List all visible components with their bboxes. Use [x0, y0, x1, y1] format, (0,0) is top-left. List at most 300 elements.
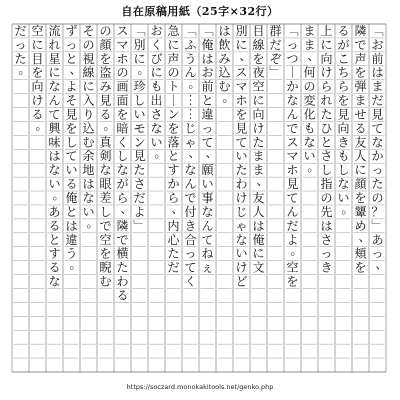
- manuscript-char: 。: [290, 243, 303, 258]
- manuscript-column: [31, 23, 47, 132]
- manuscript-char: て: [184, 260, 197, 275]
- manuscript-column: [150, 24, 166, 160]
- manuscript-char: ト: [167, 79, 180, 94]
- manuscript-char: 星: [48, 51, 61, 66]
- manuscript-char: 向: [320, 51, 333, 66]
- manuscript-char: ん: [201, 218, 214, 233]
- manuscript-char: だ: [133, 191, 146, 205]
- manuscript-char: っ: [371, 246, 384, 261]
- manuscript-char: ス: [286, 135, 299, 150]
- manuscript-char: に: [252, 93, 265, 108]
- manuscript-char: に: [31, 37, 44, 52]
- manuscript-char: 俺: [201, 37, 214, 52]
- footer-url: https://soczard.monokakitools.net/genko.php: [126, 383, 274, 391]
- manuscript-char: と: [65, 204, 78, 219]
- manuscript-char: て: [286, 191, 299, 205]
- manuscript-char: 見: [133, 149, 146, 164]
- manuscript-char: ぞ: [269, 51, 282, 66]
- manuscript-char: 見: [99, 93, 112, 108]
- manuscript-char: ら: [337, 79, 350, 94]
- manuscript-char: っ: [371, 163, 384, 178]
- manuscript-char: ﹁: [184, 23, 197, 38]
- manuscript-char: う: [184, 51, 197, 66]
- manuscript-char: は: [48, 149, 61, 164]
- manuscript-char: な: [337, 177, 350, 192]
- manuscript-char: で: [184, 191, 197, 205]
- manuscript-char: び: [150, 51, 163, 66]
- manuscript-char: を: [354, 191, 367, 205]
- manuscript-column: [337, 24, 353, 216]
- manuscript-char: る: [65, 177, 78, 192]
- manuscript-char: 空: [31, 23, 44, 38]
- manuscript-char: け: [235, 191, 248, 205]
- manuscript-char: 向: [252, 107, 265, 122]
- manuscript-char: ま: [303, 23, 316, 38]
- manuscript-char: わ: [235, 177, 248, 192]
- manuscript-char: た: [14, 51, 27, 66]
- manuscript-column: [99, 24, 115, 289]
- manuscript-char: で: [116, 232, 129, 247]
- manuscript-column: [82, 24, 98, 230]
- manuscript-column: [167, 23, 183, 275]
- manuscript-char: 心: [167, 232, 180, 247]
- manuscript-char: 珍: [133, 79, 146, 94]
- manuscript-char: い: [48, 177, 61, 192]
- manuscript-char: 剣: [99, 149, 112, 164]
- manuscript-char: な: [286, 93, 299, 108]
- manuscript-char: 俺: [252, 232, 265, 247]
- manuscript-char: 見: [286, 177, 299, 192]
- manuscript-char: ︙: [184, 93, 197, 108]
- manuscript-char: 眼: [99, 177, 112, 192]
- manuscript-char: 盗: [99, 65, 112, 80]
- manuscript-char: 。: [307, 160, 320, 175]
- manuscript-char: か: [371, 149, 384, 164]
- manuscript-char: た: [371, 177, 384, 192]
- manuscript-char: を: [167, 121, 180, 136]
- manuscript-char: ひ: [320, 121, 333, 136]
- manuscript-char: は: [218, 23, 231, 38]
- manuscript-char: る: [354, 121, 367, 136]
- manuscript-char: 線: [252, 37, 265, 52]
- manuscript-char: を: [286, 274, 299, 289]
- manuscript-char: 頬: [354, 246, 367, 261]
- manuscript-char: つ: [286, 51, 299, 66]
- manuscript-char: て: [48, 107, 61, 122]
- manuscript-char: 空: [99, 232, 112, 247]
- manuscript-char: ｜: [167, 93, 180, 108]
- manuscript-column: [371, 24, 387, 272]
- manuscript-char: に: [150, 65, 163, 80]
- manuscript-char: り: [82, 107, 95, 122]
- manuscript-column: [354, 23, 370, 275]
- manuscript-char: 。: [86, 215, 99, 230]
- manuscript-char: ス: [116, 23, 129, 38]
- manuscript-char: 、: [171, 201, 184, 216]
- manuscript-char: 化: [303, 107, 316, 122]
- manuscript-char: を: [354, 65, 367, 80]
- manuscript-char: じ: [184, 121, 197, 136]
- manuscript-char: み: [218, 51, 231, 66]
- manuscript-char: 、: [256, 174, 269, 189]
- manuscript-char: な: [184, 163, 197, 178]
- manuscript-char: き: [337, 135, 350, 150]
- manuscript-char: 。: [154, 146, 167, 161]
- manuscript-char: 顔: [354, 177, 367, 192]
- manuscript-char: 落: [167, 135, 180, 150]
- manuscript-char: た: [320, 107, 333, 122]
- manuscript-char: 別: [133, 37, 146, 52]
- manuscript-char: ま: [371, 79, 384, 94]
- manuscript-char: は: [201, 51, 214, 66]
- manuscript-char: て: [65, 149, 78, 164]
- manuscript-char: そ: [82, 23, 95, 38]
- manuscript-char: っ: [14, 37, 27, 52]
- manuscript-char: に: [320, 37, 333, 52]
- manuscript-char: を: [99, 246, 112, 261]
- manuscript-char: 出: [150, 93, 163, 108]
- manuscript-column: [65, 24, 81, 272]
- manuscript-char: 。: [35, 118, 48, 133]
- manuscript-char: ぇ: [201, 260, 214, 275]
- manuscript-char: 地: [82, 163, 95, 178]
- manuscript-char: 、: [188, 146, 201, 161]
- manuscript-char: 別: [235, 23, 248, 38]
- manuscript-column: [14, 24, 30, 77]
- manuscript-char: に: [82, 79, 95, 94]
- manuscript-char: な: [201, 204, 214, 219]
- manuscript-char: ｜: [286, 65, 299, 80]
- manuscript-char: か: [167, 177, 180, 192]
- manuscript-char: な: [303, 135, 316, 150]
- manuscript-char: は: [371, 65, 384, 80]
- manuscript-char: 指: [320, 177, 333, 192]
- manuscript-char: 隣: [116, 218, 129, 233]
- manuscript-char: マ: [286, 149, 299, 164]
- manuscript-char: っ: [184, 246, 197, 261]
- manuscript-char: ﹂: [269, 65, 282, 80]
- manuscript-char: は: [65, 218, 78, 233]
- manuscript-char: 見: [65, 107, 78, 122]
- manuscript-char: ね: [201, 246, 214, 261]
- manuscript-char: ホ: [235, 93, 248, 108]
- manuscript-char: と: [320, 135, 333, 150]
- manuscript-char: 流: [48, 23, 61, 38]
- manuscript-column: [320, 23, 332, 275]
- manuscript-char: わ: [116, 274, 129, 289]
- sheet-title: 自在原稿用紙（25字×32行）: [121, 5, 279, 18]
- manuscript-char: が: [116, 177, 129, 192]
- manuscript-char: 真: [99, 135, 112, 150]
- manuscript-char: っ: [286, 37, 299, 52]
- manuscript-char: ら: [320, 79, 333, 94]
- manuscript-char: け: [31, 93, 44, 108]
- manuscript-column: [116, 24, 132, 302]
- manuscript-char: な: [82, 191, 95, 205]
- manuscript-char: 声: [354, 51, 367, 66]
- manuscript-char: っ: [201, 121, 214, 136]
- manuscript-char: れ: [320, 93, 333, 108]
- manuscript-char: ﹂: [371, 218, 384, 233]
- manuscript-char: 変: [303, 93, 316, 108]
- manuscript-char: ん: [286, 107, 299, 122]
- manuscript-char: 。: [222, 90, 235, 105]
- manuscript-char: い: [150, 135, 163, 150]
- manuscript-char: 。: [18, 62, 31, 77]
- manuscript-char: ら: [167, 191, 180, 205]
- manuscript-char: の: [116, 65, 129, 80]
- manuscript-char: 顔: [99, 37, 112, 52]
- manuscript-char: を: [31, 65, 44, 80]
- manuscript-char: ﹁: [371, 23, 384, 38]
- manuscript-char: て: [235, 135, 248, 150]
- manuscript-char: 目: [252, 23, 265, 38]
- manuscript-char: ゃ: [184, 135, 197, 150]
- manuscript-char: 違: [65, 232, 78, 247]
- manuscript-char: め: [354, 218, 367, 233]
- manuscript-char: 、: [239, 48, 252, 63]
- manuscript-char: き: [320, 260, 333, 275]
- manuscript-char: お: [201, 65, 214, 80]
- manuscript-char: ゃ: [235, 218, 248, 233]
- manuscript-char: ホ: [286, 163, 299, 178]
- manuscript-char: 何: [303, 65, 316, 80]
- manuscript-char: 差: [99, 191, 112, 205]
- manuscript-char: な: [150, 121, 163, 136]
- manuscript-char: ﹁: [133, 23, 146, 38]
- manuscript-char: う: [65, 246, 78, 261]
- manuscript-char: を: [337, 93, 350, 108]
- manuscript-char: な: [48, 79, 61, 94]
- manuscript-char: に: [235, 37, 248, 52]
- manuscript-char: は: [320, 218, 333, 233]
- manuscript-char: な: [116, 163, 129, 178]
- manuscript-char: ︙: [184, 107, 197, 122]
- manuscript-char: な: [48, 163, 61, 178]
- manuscript-char: 顰: [354, 204, 367, 219]
- manuscript-char: さ: [320, 232, 333, 247]
- manuscript-char: っ: [320, 246, 333, 261]
- manuscript-char: 視: [82, 51, 95, 66]
- manuscript-char: む: [218, 79, 231, 94]
- manuscript-char: こ: [337, 51, 350, 66]
- manuscript-char: て: [201, 135, 214, 150]
- manuscript-char: 。: [341, 201, 354, 216]
- manuscript-char: あ: [48, 204, 61, 219]
- manuscript-char: た: [167, 246, 180, 261]
- manuscript-char: 面: [116, 93, 129, 108]
- manuscript-char: ス: [235, 65, 248, 80]
- manuscript-char: 弾: [354, 79, 367, 94]
- manuscript-char: た: [116, 260, 129, 275]
- manuscript-char: ら: [116, 191, 129, 205]
- manuscript-char: る: [31, 107, 44, 122]
- manuscript-char: ﹂: [133, 218, 146, 233]
- manuscript-char: ま: [252, 149, 265, 164]
- manuscript-char: と: [167, 149, 180, 164]
- manuscript-char: た: [133, 163, 146, 178]
- manuscript-char: 人: [252, 204, 265, 219]
- manuscript-char: 人: [354, 149, 367, 164]
- manuscript-column: [269, 24, 281, 80]
- manuscript-char: モ: [133, 121, 146, 136]
- manuscript-char: と: [201, 93, 214, 108]
- manuscript-char: の: [303, 79, 316, 94]
- manuscript-char: る: [116, 288, 129, 303]
- manuscript-char: だ: [14, 23, 27, 38]
- manuscript-char: で: [99, 218, 112, 233]
- manuscript-char: 。: [188, 76, 201, 91]
- manuscript-char: る: [337, 23, 350, 38]
- manuscript-char: 夜: [252, 65, 265, 80]
- manuscript-char: 込: [218, 65, 231, 80]
- manuscript-column: [303, 24, 319, 174]
- manuscript-char: 横: [116, 246, 129, 261]
- manuscript-char: 付: [184, 204, 197, 219]
- manuscript-char: 、: [358, 229, 371, 244]
- manuscript-char: よ: [65, 79, 78, 94]
- manuscript-char: れ: [48, 37, 61, 52]
- manuscript-char: あ: [371, 232, 384, 247]
- manuscript-char: っ: [65, 37, 78, 52]
- manuscript-char: 。: [69, 257, 82, 272]
- manuscript-char: ん: [184, 177, 197, 192]
- manuscript-char: も: [303, 121, 316, 136]
- manuscript-char: 、: [69, 62, 82, 77]
- manuscript-char: 。: [137, 62, 150, 77]
- manuscript-char: を: [116, 107, 129, 122]
- manuscript-char: け: [252, 121, 265, 136]
- manuscript-char: な: [99, 163, 112, 178]
- manuscript-char: な: [48, 274, 61, 289]
- manuscript-char: マ: [235, 79, 248, 94]
- manuscript-char: も: [337, 149, 350, 164]
- manuscript-char: マ: [116, 37, 129, 52]
- manuscript-char: を: [99, 51, 112, 66]
- manuscript-char: い: [235, 149, 248, 164]
- manuscript-char: は: [252, 218, 265, 233]
- manuscript-char: ﹁: [201, 23, 214, 38]
- manuscript-char: も: [150, 79, 163, 94]
- manuscript-char: 味: [48, 135, 61, 150]
- manuscript-char: お: [371, 37, 384, 52]
- manuscript-char: て: [201, 232, 214, 247]
- manuscript-char: 事: [201, 191, 214, 205]
- manuscript-char: ど: [235, 274, 248, 289]
- manuscript-column: [48, 23, 64, 289]
- manuscript-char: せ: [354, 107, 367, 122]
- manuscript-char: 前: [371, 51, 384, 66]
- manuscript-char: 俺: [65, 191, 78, 205]
- manuscript-char: 空: [286, 260, 299, 275]
- manuscript-char: だ: [286, 218, 299, 233]
- manuscript-char: し: [99, 204, 112, 219]
- manuscript-char: 、: [307, 48, 320, 63]
- manuscript-char: 見: [235, 121, 248, 136]
- manuscript-char: で: [286, 121, 299, 136]
- manuscript-column: [252, 24, 268, 275]
- manuscript-char: 。: [103, 118, 116, 133]
- manuscript-char: 空: [252, 79, 265, 94]
- manuscript-char: 入: [82, 93, 95, 108]
- manuscript-char: く: [184, 274, 197, 289]
- manuscript-char: ず: [65, 23, 78, 38]
- manuscript-char: ん: [286, 204, 299, 219]
- manuscript-char: ん: [48, 93, 61, 108]
- manuscript-char: さ: [150, 107, 163, 122]
- manuscript-char: 睨: [99, 260, 112, 275]
- manuscript-column: [286, 24, 302, 289]
- manuscript-char: 余: [82, 149, 95, 164]
- manuscript-char: ﹁: [286, 23, 299, 38]
- manuscript-char: に: [354, 163, 367, 178]
- manuscript-char: る: [48, 218, 61, 233]
- manuscript-char: む: [82, 135, 95, 150]
- manuscript-char: 文: [252, 260, 265, 275]
- manuscript-char: の: [371, 191, 384, 205]
- manuscript-char: 線: [82, 65, 95, 80]
- manuscript-char: 急: [167, 23, 180, 38]
- manuscript-char: 合: [184, 232, 197, 247]
- manuscript-char: し: [320, 163, 333, 178]
- manuscript-char: 、: [120, 201, 133, 216]
- manuscript-char: の: [167, 65, 180, 80]
- manuscript-char: る: [48, 260, 61, 275]
- manuscript-char: 前: [201, 79, 214, 94]
- manuscript-char: む: [99, 274, 112, 289]
- manuscript-char: の: [99, 23, 112, 38]
- manuscript-char: な: [371, 135, 384, 150]
- manuscript-char: に: [167, 37, 180, 52]
- manuscript-char: さ: [133, 177, 146, 192]
- manuscript-char: に: [133, 51, 146, 66]
- manuscript-char: は: [82, 177, 95, 192]
- manuscript-char: 群: [269, 23, 282, 38]
- manuscript-char: い: [337, 191, 350, 205]
- manuscript-char: の: [320, 191, 333, 205]
- manuscript-char: け: [235, 260, 248, 275]
- manuscript-char: お: [150, 23, 163, 38]
- manuscript-char: と: [48, 232, 61, 247]
- manuscript-char: が: [337, 37, 350, 52]
- manuscript-char: 隣: [354, 23, 367, 38]
- manuscript-char: 、: [375, 257, 388, 272]
- manuscript-char: 上: [320, 23, 333, 38]
- manuscript-char: か: [286, 79, 299, 94]
- manuscript-char: た: [252, 135, 265, 150]
- manuscript-column: [133, 24, 149, 233]
- manuscript-char: き: [184, 218, 197, 233]
- manuscript-char: く: [150, 37, 163, 52]
- manuscript-char: 。: [52, 188, 65, 202]
- manuscript-char: よ: [286, 232, 299, 247]
- manuscript-char: だ: [371, 93, 384, 108]
- manuscript-char: ま: [252, 163, 265, 178]
- manuscript-char: 暗: [116, 121, 129, 136]
- manuscript-char: い: [235, 246, 248, 261]
- manuscript-char: じ: [235, 204, 248, 219]
- manuscript-char: ン: [133, 135, 146, 150]
- manuscript-char: ン: [167, 107, 180, 122]
- manuscript-column: [235, 23, 251, 289]
- manuscript-column: [218, 24, 234, 105]
- manuscript-char: ち: [337, 65, 350, 80]
- manuscript-char: 興: [48, 121, 61, 136]
- manuscript-char: い: [201, 177, 214, 192]
- manuscript-char: 向: [31, 79, 44, 94]
- manuscript-char: を: [235, 107, 248, 122]
- manuscript-char: で: [354, 37, 367, 52]
